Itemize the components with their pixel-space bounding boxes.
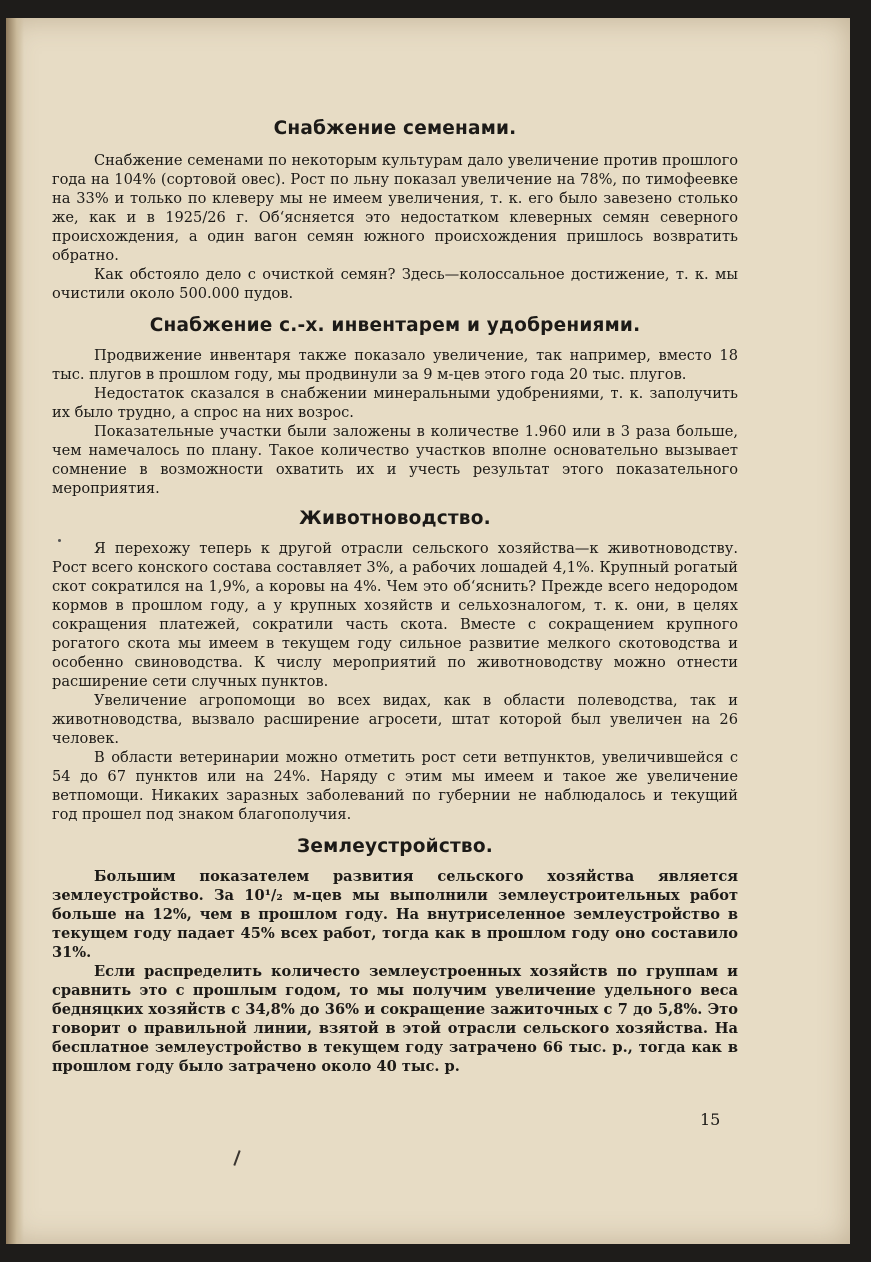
section-heading-seeds: Снабжение семенами.	[273, 118, 517, 139]
section-heading-inventory: Снабжение с.-х. инвентарем и удобрениями.	[149, 315, 641, 336]
section-heading-land-management: Землеустройство.	[297, 836, 493, 857]
paragraph: Я перехожу теперь к другой отрасли сельского хозяйства—к животноводству. Рост всего конского состава составляет 3%, а рабочих лошадей 4,1%. Крупный рогатый скот сократился на 1,9%, а коровы на 4%. Чем это об‘яснить? Прежде всего недородом кормов в прошлом году, а у крупных хозяйств и сельхозналогом, т. к. они, в целях сокращения платежей, сократили часть скота. Вместе с сокращением крупного рогатого скота мы имеем в текущем году сильное развитие мелкого скотоводства и особенно свиноводства. К числу мероприятий по животноводству можно отнести расширение сети случных пунктов.	[52, 540, 738, 690]
paragraph: Большим показателем развития сельского хозяйства является землеустройство. За 10¹/₂ м-цев мы выполнили землеустроительных работ больше на 12%, чем в прошлом году. На внутриселенное землеустройство в текущем году падает 45% всех работ, тогда как в прошлом году оно составило 31%.	[52, 868, 738, 961]
section-heading-livestock: Животноводство.	[299, 508, 491, 529]
page-number: 15	[700, 1110, 721, 1129]
paragraph: Если распределить количесто землеустроенных хозяйств по группам и сравнить это с прошлым годом, то мы получим увеличение удельного веса бедняцких хозяйств с 34,8% до 36% и сокращение зажиточных с 7 до 5,8%. Это говорит о правильной линии, взятой в этой отрасли сельского хозяйства. На бесплатное землеустройство в текущем году затрачено 66 тыс. р., тогда как в прошлом году было затрачено около 40 тыс. р.	[52, 963, 738, 1075]
book-spine-shadow	[6, 18, 24, 1244]
paragraph: Недостаток сказался в снабжении минеральными удобрениями, т. к. заполучить их было трудно, а спрос на них возрос.	[52, 385, 738, 421]
paragraph: Как обстояло дело с очисткой семян? Здесь—колоссальное достижение, т. к. мы очистили около 500.000 пудов.	[52, 266, 738, 302]
paragraph: Снабжение семенами по некоторым культурам дало увеличение против прошлого года на 104% (сортовой овес). Рост по льну показал увеличение на 78%, по тимофеевке на 33% и только по клеверу мы не имеем увеличения, т. к. его было завезено столько же, как и в 1925/26 г. Об‘ясняется это недостатком клеверных семян северного происхождения, а один вагон семян южного происхождения пришлось возвратить обратно.	[52, 152, 738, 264]
paragraph: Увеличение агропомощи во всех видах, как в области полеводства, так и животноводства, вызвало расширение агросети, штат которой был увеличен на 26 человек.	[52, 692, 738, 747]
page-content	[52, 108, 738, 1076]
paragraph: Показательные участки были заложены в количестве 1.960 или в 3 раза больше, чем намечалось по плану. Такое количество участков вполне основательно вызывает сомнение в возможности охватить их и учесть результат этого показательного мероприятия.	[52, 423, 738, 497]
paragraph: В области ветеринарии можно отметить рост сети ветпунктов, увеличившейся с 54 до 67 пунктов или на 24%. Наряду с этим мы имеем и такое же увеличение ветпомощи. Никаких заразных заболеваний по губернии не наблюдалось и текущий год прошел под знаком благополучия.	[52, 749, 738, 823]
paragraph: Продвижение инвентаря также показало увеличение, так например, вместо 18 тыс. плугов в прошлом году, мы продвинули за 9 м-цев этого года 20 тыс. плугов.	[52, 347, 738, 383]
